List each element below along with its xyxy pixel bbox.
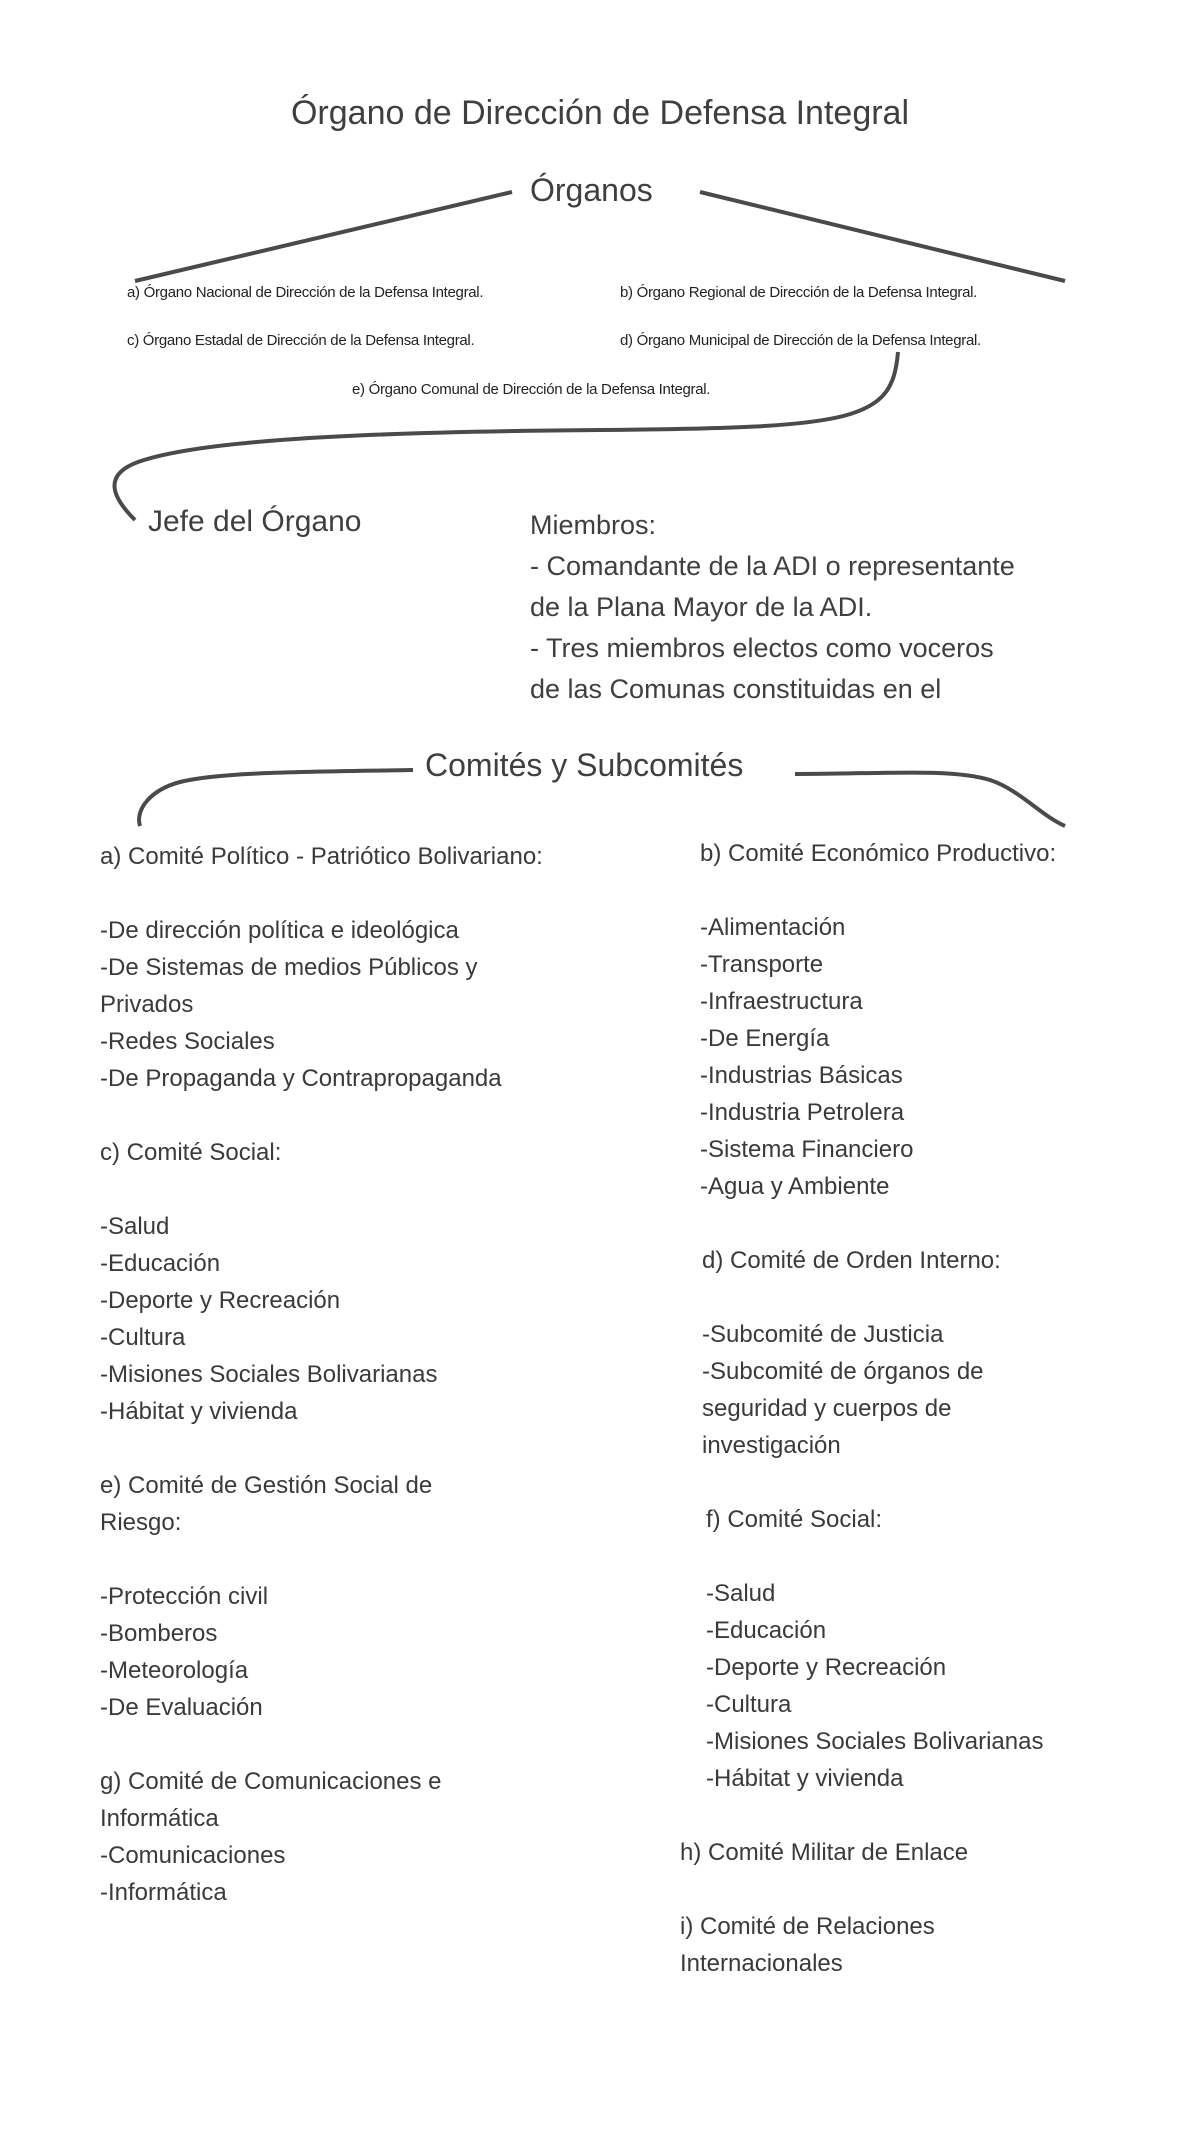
subcomite-item: -Subcomité de órganos de [702,1358,984,1385]
spacer [700,1279,1170,1316]
organo-item-d: d) Órgano Municipal de Dirección de la Defensa Integral. [620,332,981,349]
subcomite-item: -Salud [100,1213,170,1240]
comite-heading: a) Comité Político - Patriótico Bolivariano: [100,843,543,870]
subcomite-item: -De Evaluación [100,1694,263,1721]
organo-item-c: c) Órgano Estadal de Dirección de la Defensa Integral. [127,332,475,349]
subcomite-item: Informática [100,1805,219,1832]
spacer [100,1171,620,1208]
organo-item-e: e) Órgano Comunal de Dirección de la Defensa Integral. [352,381,711,398]
comite-heading: i) Comité de Relaciones [680,1913,935,1940]
spacer [100,1430,620,1467]
comite-heading: g) Comité de Comunicaciones e [100,1768,442,1795]
subcomite-item: -Deporte y Recreación [706,1654,947,1681]
comites-right-column [680,835,1170,1982]
subcomite-item: -Deporte y Recreación [100,1287,341,1314]
spacer [100,1541,620,1578]
comites-heading: Comités y Subcomités [425,747,744,783]
subcomite-item: -Misiones Sociales Bolivarianas [706,1728,1044,1755]
subcomite-item: -Infraestructura [700,988,863,1015]
organo-item-a: a) Órgano Nacional de Dirección de la Defensa Integral. [127,284,484,301]
miembros-line: de la Plana Mayor de la ADI. [530,592,873,622]
subcomite-item: -Informática [100,1879,227,1906]
subcomite-item: investigación [702,1432,841,1459]
spacer [100,875,620,912]
subcomite-item: Privados [100,991,194,1018]
subcomite-item: -Comunicaciones [100,1842,286,1869]
subcomite-item: -Redes Sociales [100,1028,275,1055]
miembros-line: - Comandante de la ADI o representante [530,551,1015,581]
comites-right-curve [795,773,1065,827]
miembros-line: Miembros: [530,510,657,540]
subcomite-item: -De Energía [700,1025,830,1052]
spacer [700,1797,1170,1834]
subcomite-item: -De Propaganda y Contrapropaganda [100,1065,502,1092]
miembros-line: - Tres miembros electos como voceros [530,633,994,663]
organos-heading: Órganos [530,172,653,208]
subcomite-item: -Meteorología [100,1657,249,1684]
organos-left-line [135,192,512,281]
subcomite-item: -Transporte [700,951,824,978]
subcomite-item: -Educación [100,1250,221,1277]
subcomite-item: -Protección civil [100,1583,269,1610]
subcomite-item: -Hábitat y vivienda [100,1398,298,1425]
organo-item-b: b) Órgano Regional de Dirección de la Defensa Integral. [620,284,978,301]
jefe-connector-curve [115,352,898,520]
subcomite-item: -Agua y Ambiente [700,1173,890,1200]
subcomite-item: -Subcomité de Justicia [702,1321,944,1348]
subcomite-item: -Sistema Financiero [700,1136,914,1163]
comite-heading: d) Comité de Orden Interno: [702,1247,1001,1274]
comites-left-column [100,838,620,1911]
subcomite-item: -Industrias Básicas [700,1062,903,1089]
subcomite-item: Internacionales [680,1950,843,1977]
spacer [700,1464,1170,1501]
subcomite-item: Riesgo: [100,1509,182,1536]
subcomite-item: seguridad y cuerpos de [702,1395,952,1422]
spacer [100,1097,620,1134]
subcomite-item: -Salud [706,1580,776,1607]
spacer [700,872,1170,909]
organos-right-line [700,192,1065,281]
subcomite-item: -Hábitat y vivienda [706,1765,904,1792]
comite-heading: h) Comité Militar de Enlace [680,1839,969,1866]
subcomite-item: -De dirección política e ideológica [100,917,459,944]
jefe-del-organo: Jefe del Órgano [148,505,362,538]
spacer [700,1205,1170,1242]
subcomite-item: -De Sistemas de medios Públicos y [100,954,478,981]
subcomite-item: -Educación [706,1617,827,1644]
comite-heading: b) Comité Económico Productivo: [700,840,1057,867]
subcomite-item: -Cultura [706,1691,792,1718]
subcomite-item: -Misiones Sociales Bolivarianas [100,1361,438,1388]
spacer [700,1538,1170,1575]
subcomite-item: -Alimentación [700,914,846,941]
comite-heading: c) Comité Social: [100,1139,282,1166]
comites-left-curve [139,770,413,826]
page-title: Órgano de Dirección de Defensa Integral [290,94,910,132]
spacer [700,1871,1170,1908]
comite-heading: f) Comité Social: [706,1506,883,1533]
subcomite-item: -Cultura [100,1324,186,1351]
spacer [100,1726,620,1763]
subcomite-item: -Bomberos [100,1620,218,1647]
miembros-block [530,505,1090,710]
miembros-line: de las Comunas constituidas en el [530,674,942,704]
comite-heading: e) Comité de Gestión Social de [100,1472,433,1499]
subcomite-item: -Industria Petrolera [700,1099,905,1126]
